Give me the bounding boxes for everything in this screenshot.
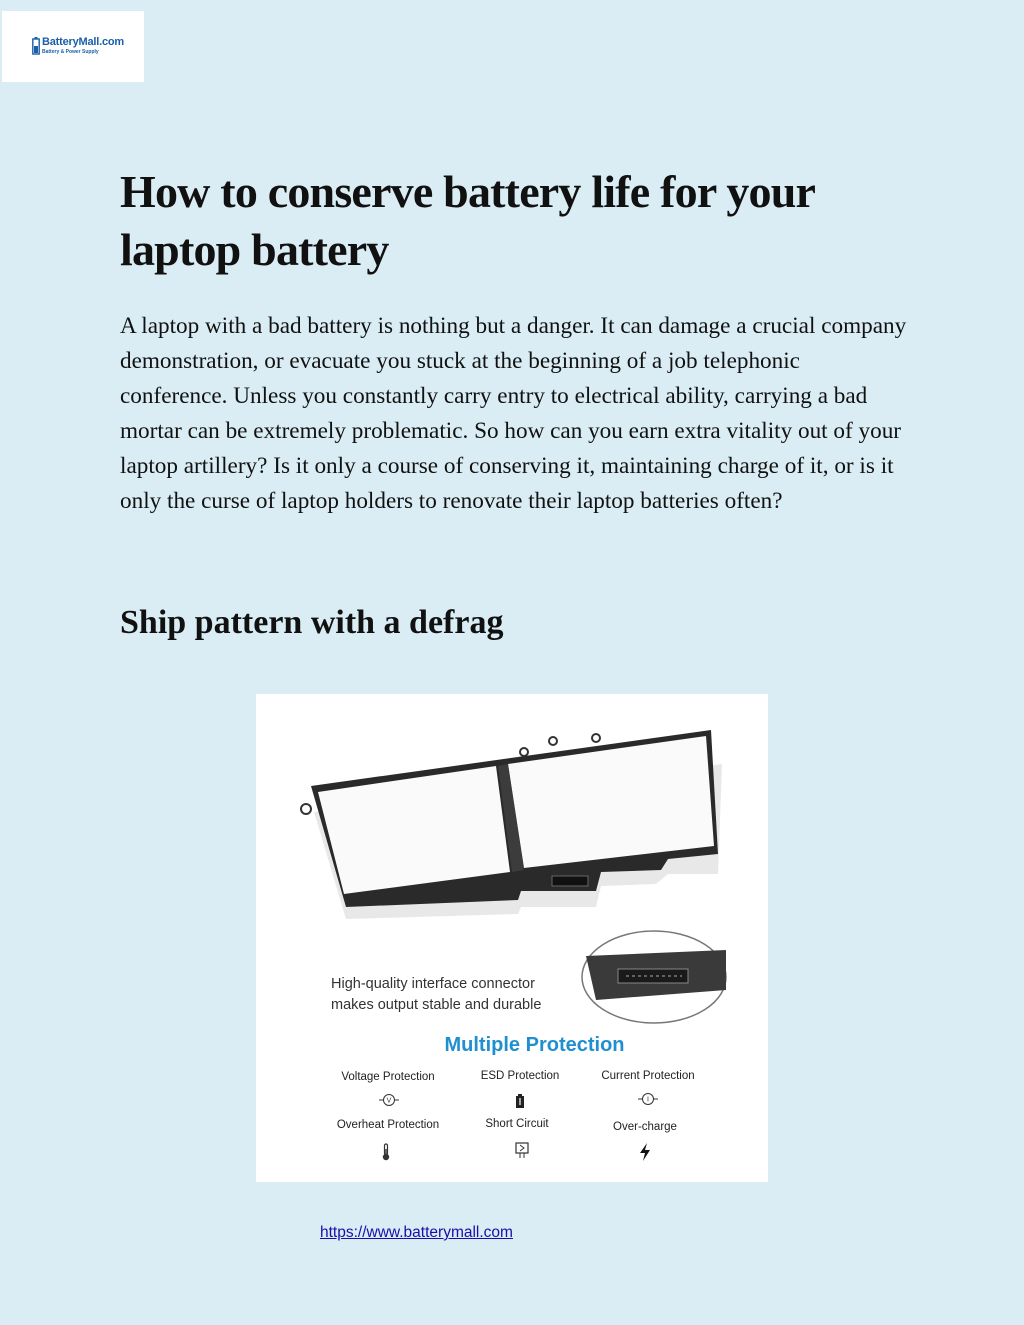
website-link[interactable]: https://www.batterymall.com [320, 1224, 513, 1241]
caption-line-1: High-quality interface connector [331, 976, 535, 992]
short-circuit-icon [512, 1140, 532, 1160]
logo[interactable] [2, 11, 144, 82]
protection-heading: Multiple Protection [444, 1034, 625, 1056]
connector-caption [331, 974, 541, 1016]
thermometer-icon [376, 1142, 396, 1162]
product-image [256, 694, 768, 1182]
protection-label-current: Current Protection [601, 1070, 695, 1082]
intro-paragraph: A laptop with a bad battery is nothing but a danger. It can damage a crucial company demonstration, or evacuate you stuck at the beginning of a job telephonic conference. Unless you constantly carry entry to electrical ability, carrying a bad mortar can be extremely problematic. So how can you earn extra vitality out of your laptop artillery? Is it only a course of conserving it, maintaining charge of it, or is it only the curse of laptop holders to renovate their laptop batteries often? [120, 313, 907, 515]
page-title: How to conserve battery life for your laptop battery [120, 166, 815, 275]
logo-tagline: Battery & Power Supply [42, 49, 99, 55]
protection-label-over-charge: Over-charge [613, 1121, 677, 1133]
svg-text:I: I [647, 1096, 649, 1104]
battery-logo-icon [32, 37, 40, 55]
section-heading: Ship pattern with a defrag [120, 604, 504, 641]
protection-label-esd: ESD Protection [480, 1070, 560, 1082]
caption-line-2: makes output stable and durable [331, 997, 542, 1013]
esd-icon [510, 1091, 530, 1111]
lightning-icon [635, 1142, 655, 1162]
protection-label-short-circuit: Short Circuit [485, 1118, 549, 1130]
protection-label-voltage: Voltage Protection [341, 1071, 435, 1083]
voltage-icon [379, 1090, 399, 1110]
svg-text:V: V [386, 1097, 392, 1105]
protection-label-overheat: Overheat Protection [336, 1119, 440, 1131]
logo-name: BatteryMall.com [42, 36, 124, 48]
current-icon [638, 1089, 658, 1109]
